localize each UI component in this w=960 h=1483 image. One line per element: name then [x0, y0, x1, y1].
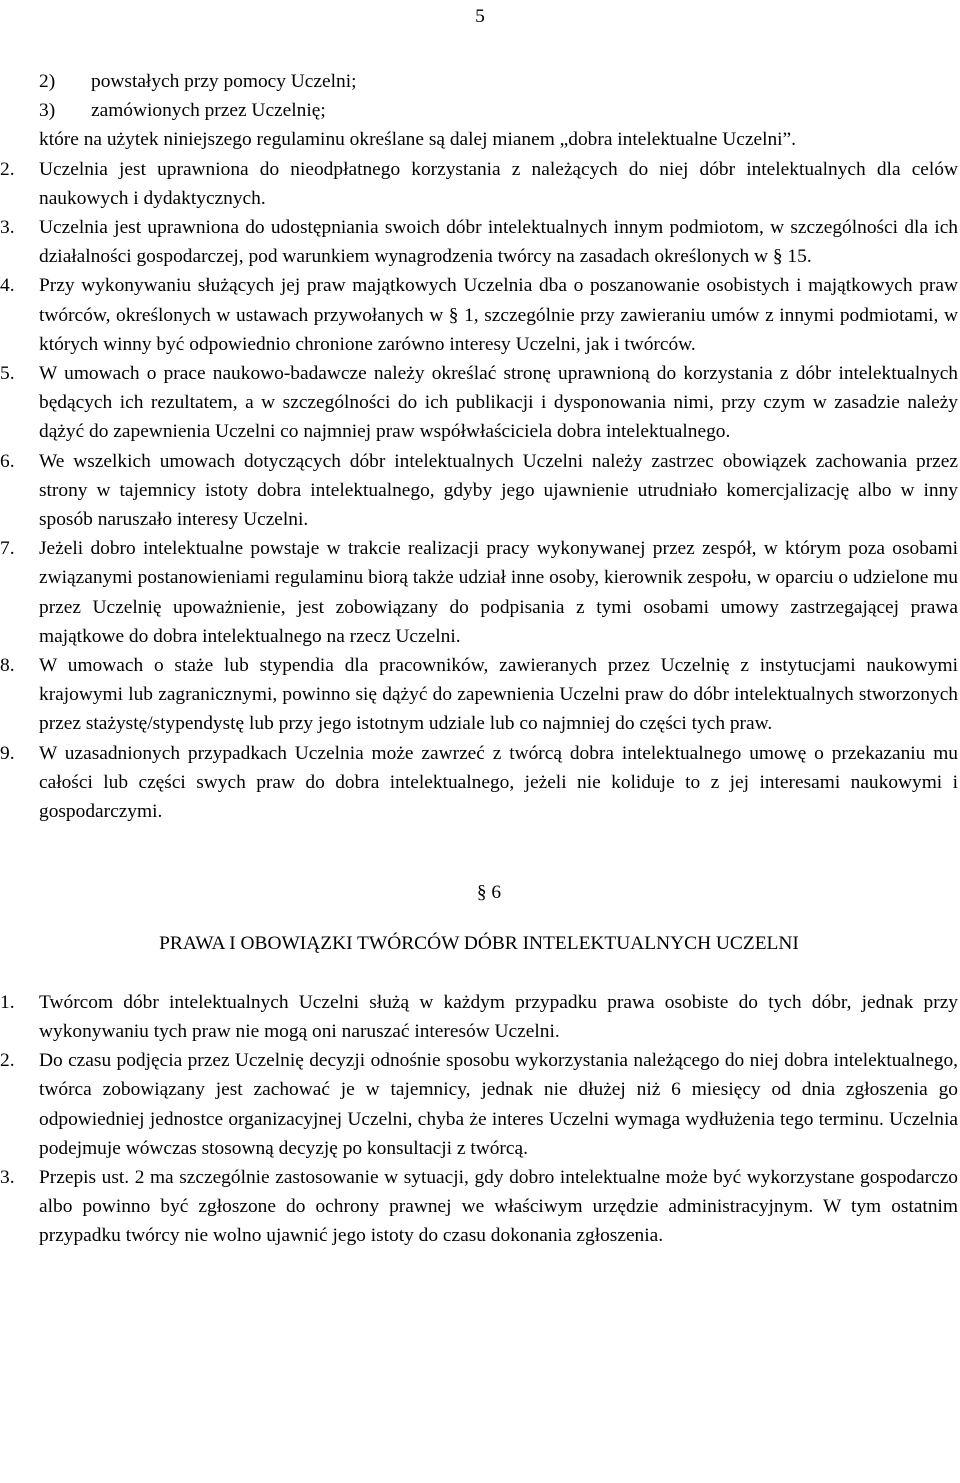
item-number: 6.: [0, 450, 15, 472]
list-item: [0, 739, 958, 827]
paragraph: które na użytek niniejszego regulaminu określane są dalej mianem „dobra intelektualne Uczelni”.: [39, 129, 797, 151]
page-number: 5: [475, 6, 485, 27]
item-number: 7.: [0, 538, 15, 560]
list-item: [0, 96, 958, 125]
item-text: Przy wykonywaniu służących jej praw majątkowych Uczelnia dba o poszanowanie osobistych i majątkowych praw twórców, określonych w ustawach przywołanych w § 1, szczególnie przy zawieraniu umów z innymi podmiotami, w których winny być odpowiednio chronione zarówno interesy Uczelni, jak i twórców.: [39, 275, 958, 355]
list-item: [0, 155, 958, 213]
item-number: 5.: [0, 363, 15, 385]
item-text: Twórcom dóbr intelektualnych Uczelni służą w każdym przypadku prawa osobiste do tych dóbr, jednak przy wykonywaniu tych praw nie mogą oni naruszać interesów Uczelni.: [39, 991, 958, 1042]
item-text: W umowach o prace naukowo-badawcze należy określać stronę uprawnioną do korzystania z dóbr intelektualnych będących ich rezultatem, a w szczególności do ich publikacji i dysponowania nimi, przy czym w zasadzie należy dążyć do zapewnienia Uczelni co najmniej praw współwłaściciela dobra intelektualnego.: [39, 363, 958, 443]
item-number: 2.: [0, 1050, 15, 1072]
item-text: zamówionych przez Uczelnię;: [91, 100, 326, 122]
item-text: powstałych przy pomocy Uczelni;: [91, 71, 357, 92]
item-number: 2.: [0, 158, 15, 180]
list-item: [0, 67, 958, 96]
item-text: We wszelkich umowach dotyczących dóbr intelektualnych Uczelni należy zastrzec obowiązek zachowania przez strony w tajemnicy istoty dobra intelektualnego, gdyby jego ujawnienie utrudniało komercjalizację albo w inny sposób naruszało interesy Uczelni.: [39, 450, 958, 531]
list-item: [0, 1046, 958, 1163]
list-item: [0, 359, 958, 447]
list-item: [0, 651, 958, 739]
item-text: Przepis ust. 2 ma szczególnie zastosowanie w sytuacji, gdy dobro intelektualne może być wykorzystane gospodarczo albo powinno być zgłoszone do ochrony prawnej we właściwym urzędzie administracyjnym. W tym ostatnim przypadku twórcy nie wolno ujawnić jego istoty do czasu dokonania zgłoszenia.: [39, 1166, 958, 1247]
item-number: 3.: [0, 1166, 15, 1188]
item-text: Uczelnia jest uprawniona do udostępniania swoich dóbr intelektualnych innym podmiotom, w szczególności dla ich działalności gospodarczej, pod warunkiem wynagrodzenia twórcy na zasadach określonych w § 15.: [39, 217, 958, 268]
list-item: [0, 534, 958, 651]
list-item: [0, 1163, 958, 1251]
list-item: [0, 213, 958, 271]
section-title: PRAWA I OBOWIĄZKI TWÓRCÓW DÓBR INTELEKTUALNYCH UCZELNI: [159, 933, 799, 955]
item-text: W uzasadnionych przypadkach Uczelnia może zawrzeć z twórcą dobra intelektualnego umowę o przekazaniu mu całości lub części swych praw do dobra intelektualnego, jeżeli nie koliduje to z jej interesami naukowymi i gospodarczymi.: [39, 742, 958, 823]
item-text: Do czasu podjęcia przez Uczelnię decyzji odnośnie sposobu wykorzystania należącego do niej dobra intelektualnego, twórca zobowiązany jest zachować je w tajemnicy, jednak nie dłużej niż 6 miesięcy od dnia zgłoszenia go odpowiedniej jednostce organizacyjnej Uczelni, chyba że interes Uczelni wymaga wydłużenia tego terminu. Uczelnia podejmuje wówczas stosowną decyzję po konsultacji z twórcą.: [39, 1050, 958, 1159]
item-text: Uczelnia jest uprawniona do nieodpłatnego korzystania z należących do niej dóbr intelektualnych dla celów naukowych i dydaktycznych.: [39, 158, 958, 209]
item-number: 3.: [0, 217, 15, 239]
item-number: 4.: [0, 275, 15, 297]
item-number: 9.: [0, 742, 15, 764]
section-sign: § 6: [476, 882, 502, 904]
list-item: [0, 271, 958, 359]
item-number: 3): [39, 100, 56, 122]
document-body: [0, 67, 958, 1251]
item-text: W umowach o staże lub stypendia dla pracowników, zawieranych przez Uczelnię z instytucjami naukowymi krajowymi lub zagranicznymi, powinno się dążyć do zapewnienia Uczelni praw do dóbr intelektualnych stworzonych przez stażystę/stypendystę lub przy jego istotnym udziale lub co najmniej do części tych praw.: [39, 655, 958, 735]
item-text: Jeżeli dobro intelektualne powstaje w trakcie realizacji pracy wykonywanej przez zespół, w którym poza osobami związanymi postanowieniami regulaminu biorą także udział inne osoby, kierownik zespołu, w oparciu o udzielone mu przez Uczelnię upoważnienie, jest zobowiązany do podpisania z tymi osobami umowy zastrzegającej prawa majątkowe do dobra intelektualnego na rzecz Uczelni.: [39, 538, 958, 647]
item-number: 8.: [0, 655, 15, 677]
item-number: 1.: [0, 991, 15, 1013]
list-item: [0, 447, 958, 535]
list-item: [0, 988, 958, 1046]
item-number: 2): [39, 71, 56, 92]
